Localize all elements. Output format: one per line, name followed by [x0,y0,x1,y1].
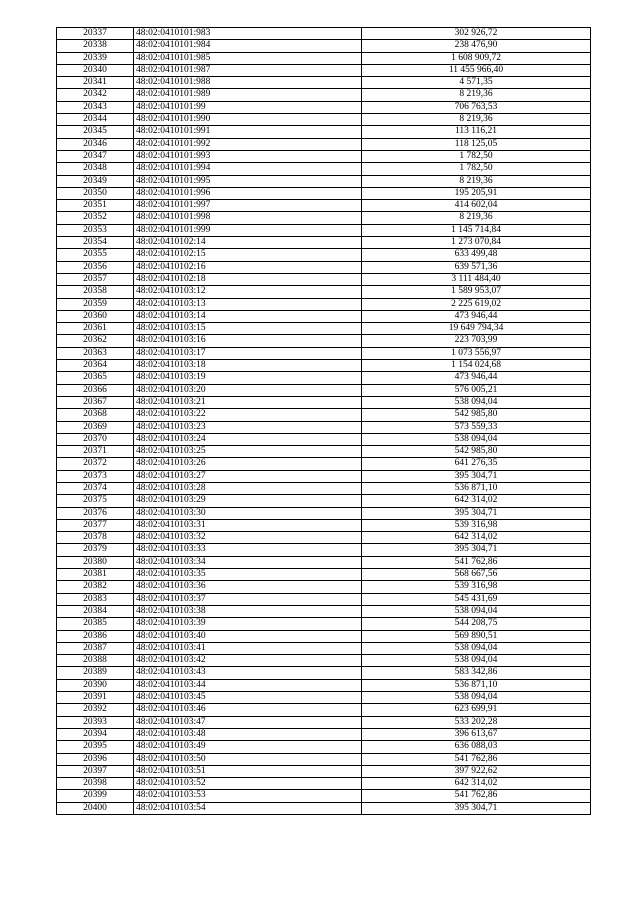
table-row [57,630,591,642]
cadastral-value: 1 782,50 [362,150,591,162]
row-number: 20370 [57,433,134,445]
table-row [57,421,591,433]
cadastral-number: 48:02:0410103:53 [134,790,362,802]
table-row [57,126,591,138]
cadastral-number: 48:02:0410103:37 [134,593,362,605]
table-row [57,89,591,101]
cadastral-number: 48:02:0410101:991 [134,126,362,138]
cadastral-number: 48:02:0410101:993 [134,150,362,162]
row-number: 20380 [57,556,134,568]
cadastral-number: 48:02:0410101:987 [134,64,362,76]
cadastral-number: 48:02:0410103:50 [134,753,362,765]
cadastral-number: 48:02:0410103:18 [134,360,362,372]
table-row [57,507,591,519]
cadastral-number: 48:02:0410103:46 [134,704,362,716]
cadastral-value: 633 499,48 [362,249,591,261]
row-number: 20357 [57,273,134,285]
table-row [57,470,591,482]
table-row [57,495,591,507]
row-number: 20396 [57,753,134,765]
row-number: 20378 [57,532,134,544]
cadastral-value: 636 088,03 [362,741,591,753]
cadastral-value: 569 890,51 [362,630,591,642]
cadastral-value: 538 094,04 [362,642,591,654]
table-row [57,138,591,150]
table-row [57,433,591,445]
cadastral-value: 1 145 714,84 [362,224,591,236]
row-number: 20355 [57,249,134,261]
table-row [57,360,591,372]
row-number: 20367 [57,396,134,408]
cadastral-value: 113 116,21 [362,126,591,138]
row-number: 20384 [57,605,134,617]
table-row [57,458,591,470]
cadastral-value: 1 589 953,07 [362,286,591,298]
cadastral-number: 48:02:0410102:14 [134,237,362,249]
row-number: 20397 [57,765,134,777]
table-row [57,187,591,199]
cadastral-number: 48:02:0410102:16 [134,261,362,273]
cadastral-value: 538 094,04 [362,605,591,617]
cadastral-number: 48:02:0410103:19 [134,372,362,384]
row-number: 20383 [57,593,134,605]
row-number: 20352 [57,212,134,224]
row-number: 20372 [57,458,134,470]
cadastral-value: 583 342,86 [362,667,591,679]
cadastral-number: 48:02:0410103:33 [134,544,362,556]
cadastral-number: 48:02:0410103:35 [134,569,362,581]
row-number: 20364 [57,360,134,372]
cadastral-number: 48:02:0410101:997 [134,200,362,212]
cadastral-value: 8 219,36 [362,114,591,126]
cadastral-value: 2 225 619,02 [362,298,591,310]
cadastral-value: 8 219,36 [362,175,591,187]
table-row [57,778,591,790]
cadastral-number: 48:02:0410103:20 [134,384,362,396]
table-row [57,347,591,359]
row-number: 20376 [57,507,134,519]
cadastral-number: 48:02:0410101:998 [134,212,362,224]
row-number: 20358 [57,286,134,298]
row-number: 20382 [57,581,134,593]
cadastral-number: 48:02:0410101:992 [134,138,362,150]
cadastral-number: 48:02:0410103:21 [134,396,362,408]
table-row [57,261,591,273]
row-number: 20375 [57,495,134,507]
cadastral-value: 538 094,04 [362,692,591,704]
table-row [57,790,591,802]
row-number: 20366 [57,384,134,396]
cadastral-value: 473 946,44 [362,310,591,322]
row-number: 20393 [57,716,134,728]
table-row [57,286,591,298]
cadastral-number: 48:02:0410103:12 [134,286,362,298]
table-row [57,482,591,494]
row-number: 20369 [57,421,134,433]
cadastral-number: 48:02:0410101:996 [134,187,362,199]
cadastral-value: 576 005,21 [362,384,591,396]
cadastral-number: 48:02:0410103:43 [134,667,362,679]
table-row [57,519,591,531]
row-number: 20374 [57,482,134,494]
row-number: 20349 [57,175,134,187]
cadastral-number: 48:02:0410103:42 [134,655,362,667]
cadastral-value: 573 559,33 [362,421,591,433]
cadastral-value: 8 219,36 [362,89,591,101]
table-row [57,544,591,556]
cadastral-value: 642 314,02 [362,532,591,544]
cadastral-value: 568 667,56 [362,569,591,581]
table-row [57,372,591,384]
cadastral-number: 48:02:0410101:988 [134,77,362,89]
table-row [57,212,591,224]
table-row [57,52,591,64]
row-number: 20353 [57,224,134,236]
cadastral-number: 48:02:0410103:39 [134,618,362,630]
table-row [57,310,591,322]
cadastral-number: 48:02:0410103:32 [134,532,362,544]
cadastral-value: 533 202,28 [362,716,591,728]
table-row [57,224,591,236]
cadastral-number: 48:02:0410103:13 [134,298,362,310]
cadastral-number: 48:02:0410103:47 [134,716,362,728]
table-row [57,593,591,605]
row-number: 20346 [57,138,134,150]
table-row [57,692,591,704]
table-row [57,409,591,421]
cadastral-value: 473 946,44 [362,372,591,384]
cadastral-value: 19 649 794,34 [362,323,591,335]
table-body [57,28,591,815]
cadastral-value: 195 205,91 [362,187,591,199]
cadastral-number: 48:02:0410103:51 [134,765,362,777]
cadastral-number: 48:02:0410101:999 [134,224,362,236]
row-number: 20390 [57,679,134,691]
row-number: 20391 [57,692,134,704]
row-number: 20385 [57,618,134,630]
table-row [57,704,591,716]
table-row [57,581,591,593]
cadastral-number: 48:02:0410103:54 [134,802,362,814]
row-number: 20368 [57,409,134,421]
row-number: 20354 [57,237,134,249]
row-number: 20399 [57,790,134,802]
cadastral-number: 48:02:0410103:14 [134,310,362,322]
cadastral-value: 538 094,04 [362,396,591,408]
cadastral-number: 48:02:0410103:44 [134,679,362,691]
cadastral-value: 538 094,04 [362,433,591,445]
row-number: 20373 [57,470,134,482]
cadastral-number: 48:02:0410103:17 [134,347,362,359]
table-row [57,765,591,777]
row-number: 20394 [57,728,134,740]
row-number: 20344 [57,114,134,126]
cadastral-number: 48:02:0410103:23 [134,421,362,433]
table-row [57,163,591,175]
table-row [57,446,591,458]
cadastral-value: 395 304,71 [362,802,591,814]
row-number: 20388 [57,655,134,667]
cadastral-value: 1 782,50 [362,163,591,175]
cadastral-number: 48:02:0410103:24 [134,433,362,445]
row-number: 20340 [57,64,134,76]
cadastral-number: 48:02:0410101:985 [134,52,362,64]
row-number: 20371 [57,446,134,458]
row-number: 20398 [57,778,134,790]
table-row [57,396,591,408]
row-number: 20392 [57,704,134,716]
cadastral-number: 48:02:0410103:52 [134,778,362,790]
cadastral-value: 639 571,36 [362,261,591,273]
table-row [57,802,591,814]
row-number: 20395 [57,741,134,753]
cadastral-value: 541 762,86 [362,790,591,802]
cadastral-value: 538 094,04 [362,655,591,667]
cadastral-value: 1 608 909,72 [362,52,591,64]
table-row [57,298,591,310]
cadastral-number: 48:02:0410103:25 [134,446,362,458]
table-row [57,150,591,162]
cadastral-number: 48:02:0410101:989 [134,89,362,101]
cadastral-value: 223 703,99 [362,335,591,347]
cadastral-number: 48:02:0410101:99 [134,101,362,113]
cadastral-number: 48:02:0410102:15 [134,249,362,261]
row-number: 20345 [57,126,134,138]
table-row [57,741,591,753]
row-number: 20347 [57,150,134,162]
cadastral-value: 414 602,04 [362,200,591,212]
row-number: 20377 [57,519,134,531]
row-number: 20338 [57,40,134,52]
cadastral-number: 48:02:0410103:26 [134,458,362,470]
cadastral-number: 48:02:0410103:29 [134,495,362,507]
table-row [57,64,591,76]
table-row [57,237,591,249]
cadastral-number: 48:02:0410103:27 [134,470,362,482]
table-row [57,101,591,113]
cadastral-number: 48:02:0410103:16 [134,335,362,347]
row-number: 20362 [57,335,134,347]
cadastral-value: 642 314,02 [362,495,591,507]
cadastral-value: 706 763,53 [362,101,591,113]
cadastral-value: 3 111 484,40 [362,273,591,285]
cadastral-value: 118 125,05 [362,138,591,150]
cadastral-number: 48:02:0410103:31 [134,519,362,531]
row-number: 20339 [57,52,134,64]
table-row [57,655,591,667]
row-number: 20350 [57,187,134,199]
table-row [57,728,591,740]
cadastral-value: 642 314,02 [362,778,591,790]
cadastral-value: 4 571,35 [362,77,591,89]
row-number: 20342 [57,89,134,101]
table-row [57,335,591,347]
cadastral-value: 1 154 024,68 [362,360,591,372]
cadastral-value: 623 699,91 [362,704,591,716]
cadastral-number: 48:02:0410103:45 [134,692,362,704]
row-number: 20360 [57,310,134,322]
cadastral-value: 11 455 966,40 [362,64,591,76]
table-row [57,114,591,126]
cadastral-value: 397 922,62 [362,765,591,777]
table-row [57,384,591,396]
row-number: 20386 [57,630,134,642]
cadastral-value: 8 219,36 [362,212,591,224]
cadastral-value: 641 276,35 [362,458,591,470]
cadastral-number: 48:02:0410103:28 [134,482,362,494]
table-row [57,323,591,335]
cadastral-number: 48:02:0410103:38 [134,605,362,617]
table-row [57,753,591,765]
table-row [57,273,591,285]
cadastral-value: 545 431,69 [362,593,591,605]
cadastral-value: 238 476,90 [362,40,591,52]
cadastral-value: 395 304,71 [362,470,591,482]
row-number: 20365 [57,372,134,384]
row-number: 20361 [57,323,134,335]
cadastral-value: 1 073 556,97 [362,347,591,359]
cadastral-value: 1 273 070,84 [362,237,591,249]
cadastral-value: 542 985,80 [362,409,591,421]
row-number: 20348 [57,163,134,175]
cadastral-number: 48:02:0410102:18 [134,273,362,285]
table-row [57,77,591,89]
cadastral-number: 48:02:0410103:30 [134,507,362,519]
cadastral-value: 536 871,10 [362,482,591,494]
cadastral-value: 539 316,98 [362,581,591,593]
table-row [57,249,591,261]
table-row [57,605,591,617]
table-row [57,40,591,52]
cadastral-number: 48:02:0410101:995 [134,175,362,187]
table-row [57,642,591,654]
table-row [57,618,591,630]
cadastral-value: 395 304,71 [362,544,591,556]
row-number: 20359 [57,298,134,310]
table-row [57,667,591,679]
cadastral-value: 536 871,10 [362,679,591,691]
row-number: 20351 [57,200,134,212]
cadastral-number: 48:02:0410101:983 [134,28,362,40]
row-number: 20379 [57,544,134,556]
cadastral-value: 542 985,80 [362,446,591,458]
cadastral-value-table [56,27,591,815]
row-number: 20389 [57,667,134,679]
row-number: 20363 [57,347,134,359]
row-number: 20341 [57,77,134,89]
cadastral-value: 539 316,98 [362,519,591,531]
cadastral-number: 48:02:0410103:40 [134,630,362,642]
cadastral-value: 541 762,86 [362,556,591,568]
cadastral-number: 48:02:0410103:36 [134,581,362,593]
row-number: 20343 [57,101,134,113]
cadastral-number: 48:02:0410101:990 [134,114,362,126]
cadastral-number: 48:02:0410103:49 [134,741,362,753]
cadastral-number: 48:02:0410103:48 [134,728,362,740]
cadastral-number: 48:02:0410101:994 [134,163,362,175]
cadastral-number: 48:02:0410103:41 [134,642,362,654]
table-row [57,200,591,212]
cadastral-number: 48:02:0410103:15 [134,323,362,335]
cadastral-number: 48:02:0410101:984 [134,40,362,52]
cadastral-value: 302 926,72 [362,28,591,40]
row-number: 20337 [57,28,134,40]
row-number: 20381 [57,569,134,581]
table-row [57,716,591,728]
cadastral-value: 395 304,71 [362,507,591,519]
table-row [57,569,591,581]
cadastral-value: 396 613,67 [362,728,591,740]
cadastral-value: 541 762,86 [362,753,591,765]
table-row [57,28,591,40]
table-row [57,679,591,691]
table-row [57,556,591,568]
cadastral-number: 48:02:0410103:34 [134,556,362,568]
cadastral-number: 48:02:0410103:22 [134,409,362,421]
cadastral-value: 544 208,75 [362,618,591,630]
row-number: 20387 [57,642,134,654]
row-number: 20356 [57,261,134,273]
table-row [57,532,591,544]
table-row [57,175,591,187]
row-number: 20400 [57,802,134,814]
